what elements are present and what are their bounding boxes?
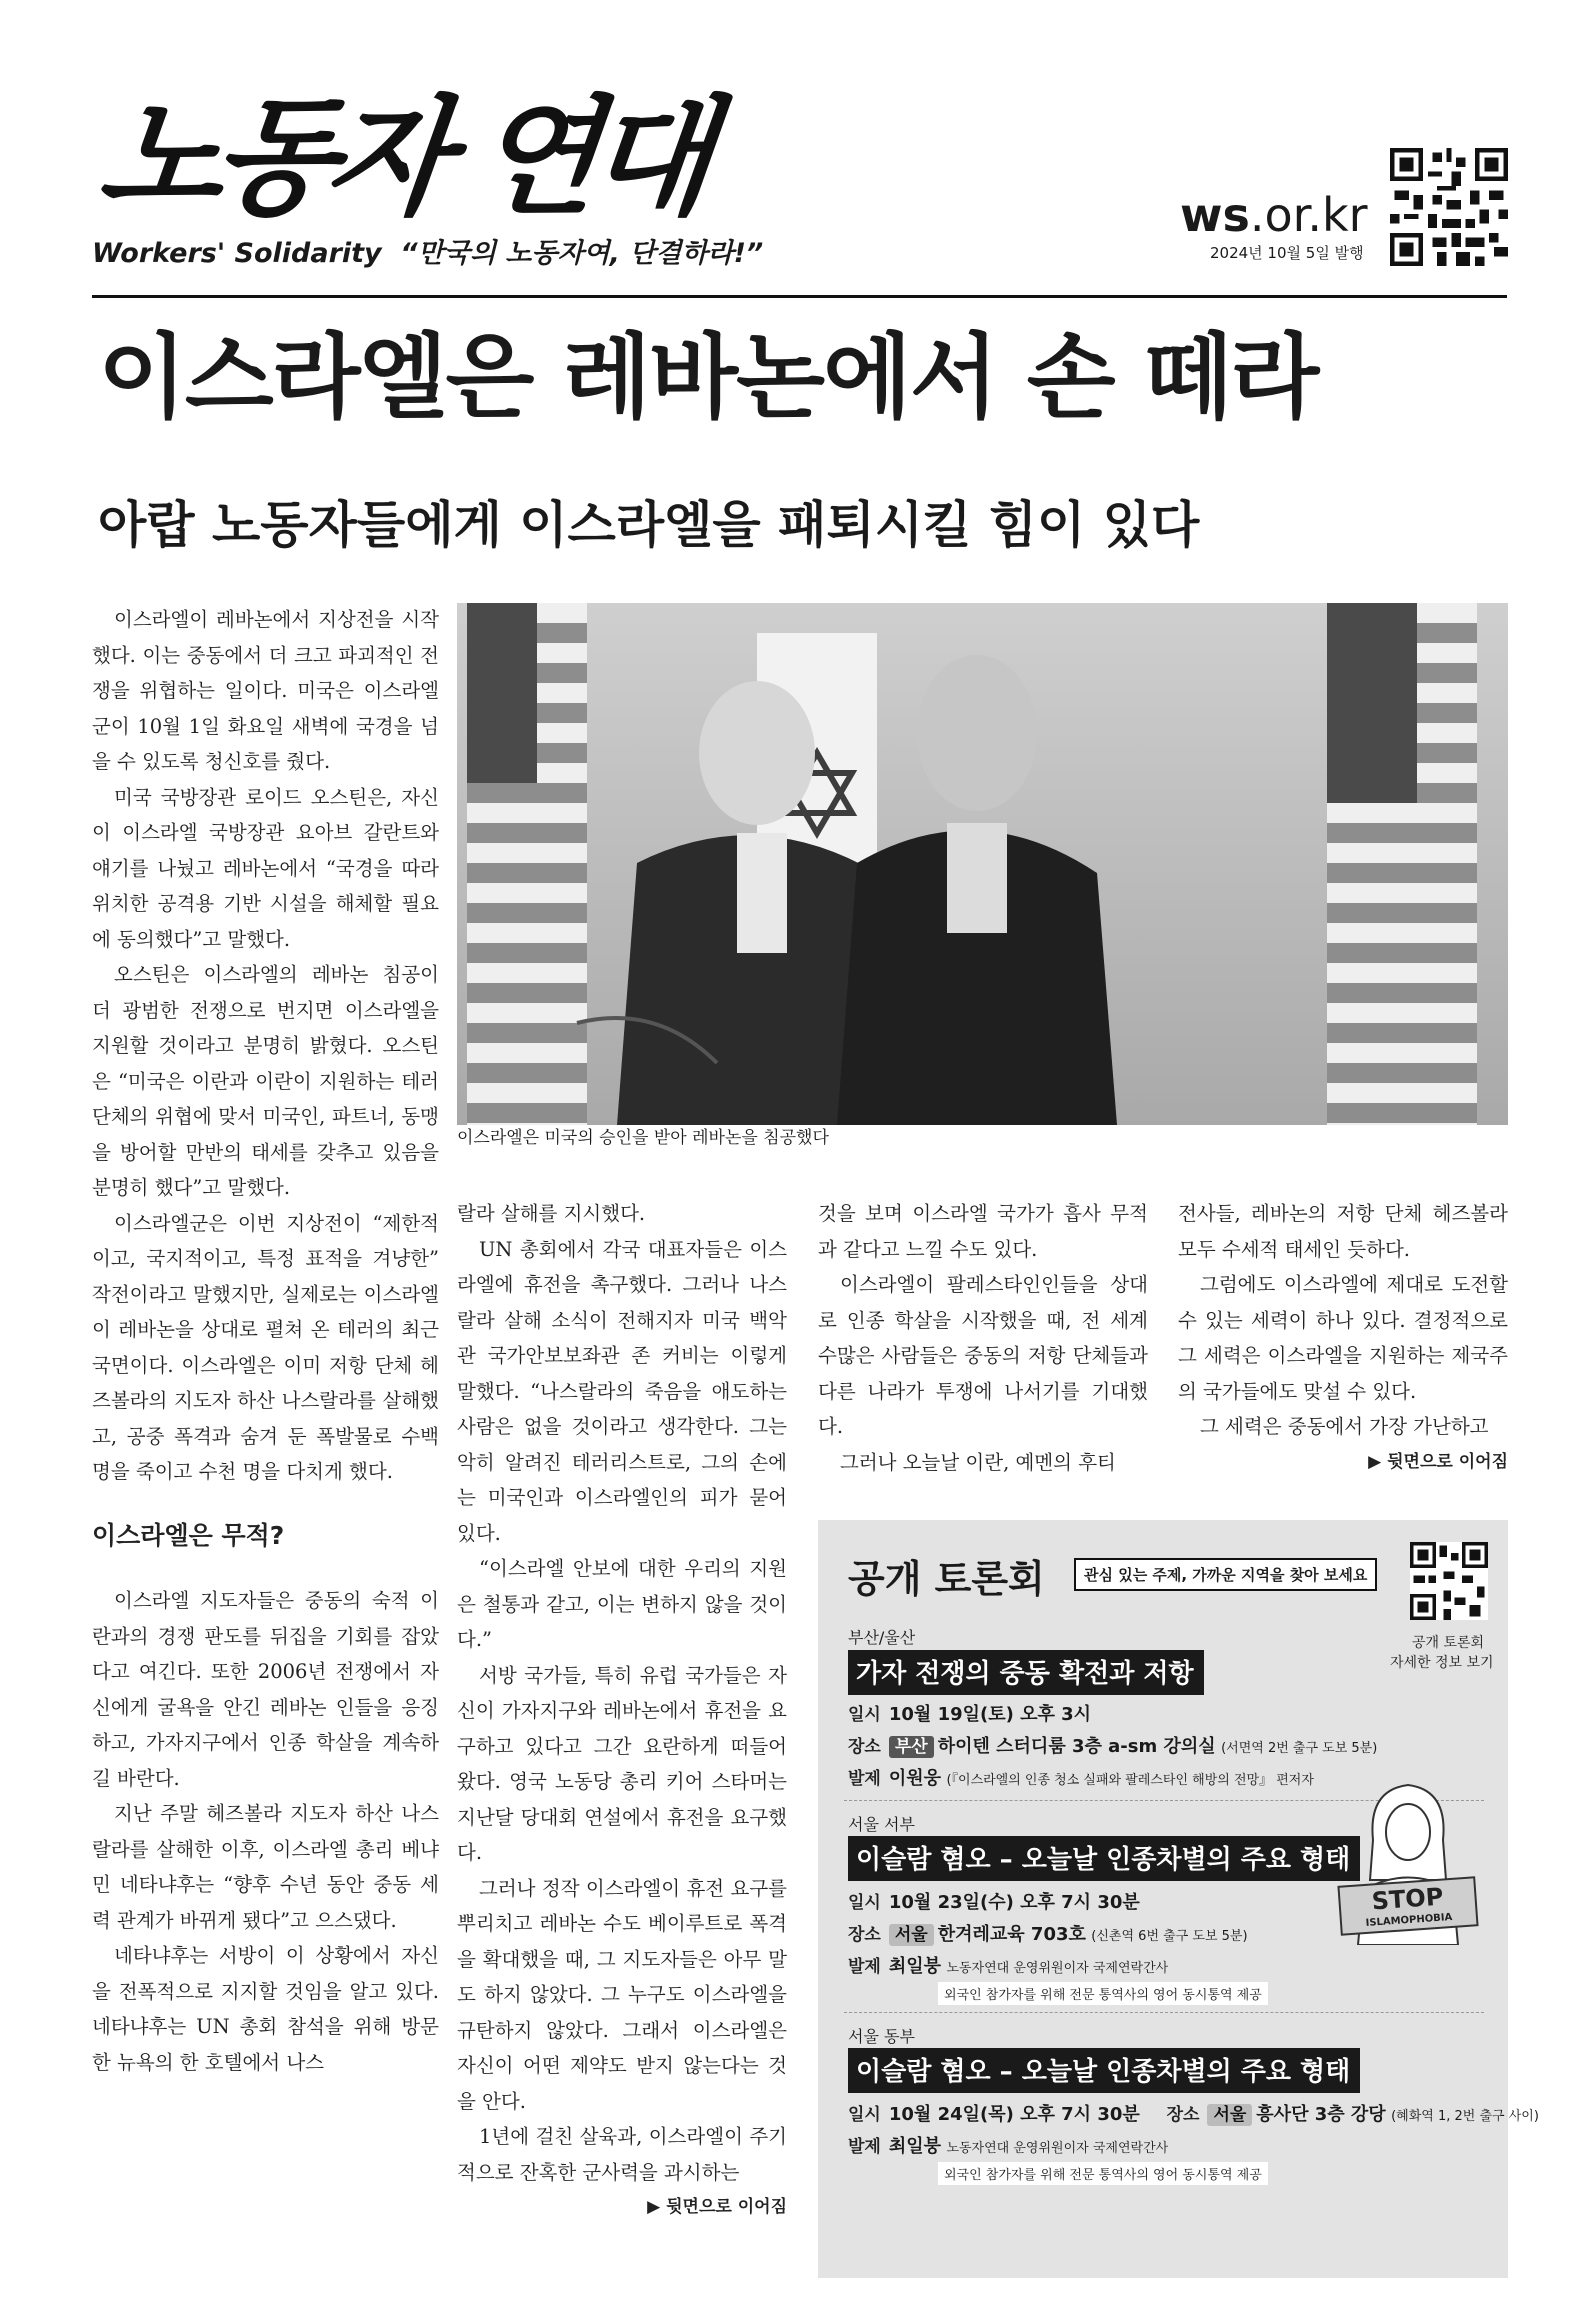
event-place-note: (신촌역 6번 출구 도보 5분) — [1091, 1929, 1248, 1944]
event-date: 10월 19일(토) 오후 3시 — [888, 1704, 1092, 1725]
event-speaker-note: 노동자연대 운영위원이자 국제연락간사 — [946, 1961, 1169, 1976]
event-place: 한겨레교육 703호 — [937, 1924, 1086, 1945]
paragraph: 서방 국가들, 특히 유럽 국가들은 자신이 가자지구와 레바논에서 휴전을 요구하고 있다고 그간 요란하게 떠들어 왔다. 영국 노동당 총리 키어 스타머는 지난달 당대회 연설에서 휴전을 요구했다. — [457, 1663, 787, 1864]
paragraph: 전사들, 레바논의 저항 단체 헤즈볼라 모두 수세적 태세인 듯하다. — [1178, 1202, 1508, 1261]
paragraph: 지난 주말 헤즈볼라 지도자 하산 나스랄라를 살해한 이후, 이스라엘 총리 베냐민 네타냐후는 “향후 수년 동안 중동 세력 관계가 바뀌게 됐다”고 으스댔다. — [92, 1802, 439, 1932]
event-speaker: 최일붕 — [888, 1956, 942, 1977]
paragraph: 그러나 정작 이스라엘이 휴전 요구를 뿌리치고 레바논 수도 베이루트로 폭격을 확대했을 때, 그 지도자들은 아무 말도 하지 않았다. 그 누구도 이스라엘을 규탄하지 않았다. 그래서 이스라엘은 자신이 어떤 제약도 받지 않는다는 것을 안다. — [457, 1876, 787, 2113]
event-speaker-label: 발제 — [848, 2137, 881, 2157]
event-place: 하이텐 스터디룸 3층 a-sm 강의실 — [937, 1736, 1216, 1757]
event-speaker-row — [848, 2132, 1168, 2158]
continued-link[interactable]: ▶ 뒷면으로 이어짐 — [647, 2197, 787, 2217]
qr-code-icon[interactable] — [1410, 1542, 1488, 1620]
paragraph: 미국 국방장관 로이드 오스틴은, 자신이 이스라엘 국방장관 요아브 갈란트와 얘기를 나눴고 레바논에서 “국경을 따라 위치한 공격용 기반 시설을 해체할 필요에 동의했다”고 말했다. — [92, 785, 439, 951]
event-date-label: 일시 — [848, 2105, 881, 2125]
event-city-badge: 서울 — [889, 1924, 934, 1946]
event-date: 10월 23일(수) 오후 7시 30분 — [888, 1892, 1140, 1913]
event-box-note: 관심 있는 주제, 가까운 지역을 찾아 보세요 — [1074, 1558, 1377, 1591]
paragraph: 그러나 오늘날 이란, 예멘의 후티 — [840, 1450, 1116, 1474]
event-place-row — [848, 1732, 1377, 1758]
event-speaker: 이원웅 — [888, 1768, 942, 1789]
event-interpretation-note: 외국인 참가자를 위해 전문 통역사의 영어 동시통역 제공 — [938, 1982, 1268, 2005]
masthead-name-en: Workers' Solidarity — [92, 238, 382, 269]
qr-caption: 자세한 정보 보기 — [1390, 1655, 1494, 1671]
masthead-tagline — [92, 240, 763, 267]
event-city-badge: 서울 — [1207, 2104, 1252, 2126]
event-box — [818, 1520, 1539, 2278]
paragraph: 오스틴은 이스라엘의 레바논 침공이 더 광범한 전쟁으로 번지면 이스라엘을 지원할 것이라고 분명히 밝혔다. 오스틴은 “미국은 이란과 이란이 지원하는 테러 단체의 위협에 맞서 미국인, 파트너, 동맹을 방어할 만반의 태세를 갖추고 있음을 분명히 했다”고 말했다. — [92, 963, 439, 1199]
article-column-4 — [1178, 1196, 1508, 1480]
event-place: 흥사단 3층 강당 — [1256, 2104, 1386, 2125]
event-place-note: (혜화역 1, 2번 출구 사이) — [1391, 2109, 1539, 2124]
masthead-slogan: “만국의 노동자여, 단결하라!” — [400, 238, 764, 269]
article-column-3 — [818, 1196, 1148, 1480]
event-date-row — [848, 2100, 1539, 2126]
event-place-note: (서면역 2번 출구 도보 5분) — [1221, 1741, 1378, 1756]
paragraph: 것을 보며 이스라엘 국가가 흡사 무적과 같다고 느낄 수도 있다. — [818, 1202, 1148, 1261]
event-place-row — [848, 1920, 1248, 1946]
event-title[interactable]: 이슬람 혐오 – 오늘날 인종차별의 주요 형태 — [848, 2048, 1360, 2093]
site-url[interactable] — [1180, 188, 1368, 242]
event-region: 서울 서부 — [848, 1815, 915, 1834]
event-speaker: 최일붕 — [888, 2136, 942, 2157]
article-column-2 — [457, 1196, 787, 2226]
event-speaker-row — [848, 1952, 1168, 1978]
paragraph: 네타냐후는 서방이 이 상황에서 자신을 전폭적으로 지지할 것임을 알고 있다. 네타냐후는 UN 총회 참석을 위해 방문한 뉴욕의 한 호텔에서 나스 — [92, 1944, 439, 2074]
stop-islamophobia-illustration — [1328, 1770, 1488, 1945]
event-place-label: 장소 — [1166, 2105, 1200, 2125]
event-speaker-label: 발제 — [848, 1957, 881, 1977]
headline: 이스라엘은 레바논에서 손 떼라 — [98, 324, 1318, 431]
masthead-logo: 노동자 연대 — [92, 84, 711, 233]
event-title[interactable]: 이슬람 혐오 – 오늘날 인종차별의 주요 형태 — [848, 1836, 1360, 1881]
paragraph: 랄라 살해를 지시했다. — [457, 1202, 646, 1225]
paragraph: 1년에 걸친 살육과, 이스라엘이 주기적으로 잔혹한 군사력을 과시하는 — [457, 2125, 787, 2184]
paragraph: UN 총회에서 각국 대표자들은 이스라엘에 휴전을 촉구했다. 그러나 나스랄라 살해 소식이 전해지자 미국 백악관 국가안보보좌관 존 커비는 이렇게 말했다. “나스랄라의 죽음을 애도하는 사람은 없을 것이라고 생각한다. 그는 악히 알려진 테러리스트로, 그의 손에는 미국인과 이스라엘인의 피가 묻어 있다. — [457, 1237, 787, 1545]
event-date-label: 일시 — [848, 1705, 881, 1725]
subheadline: 아랍 노동자들에게 이스라엘을 패퇴시킬 힘이 있다 — [98, 495, 1200, 554]
paragraph: 이스라엘이 레바논에서 지상전을 시작했다. 이는 중동에서 더 크고 파괴적인 전쟁을 위협하는 일이다. 미국은 이스라엘군이 10월 1일 화요일 새벽에 국경을 넘을 수 있도록 청신호를 줬다. — [92, 608, 439, 773]
event-speaker-note: 노동자연대 운영위원이자 국제연락간사 — [946, 2141, 1169, 2156]
masthead-rule — [92, 295, 1507, 298]
paragraph: 이스라엘이 팔레스타인인들을 상대로 인종 학살을 시작했을 때, 전 세계 수많은 사람들은 중동의 저항 단체들과 다른 나라가 투쟁에 나서기를 기대했다. — [818, 1273, 1148, 1438]
event-date-row — [848, 1888, 1140, 1914]
paragraph: 이스라엘 지도자들은 중동의 숙적 이란과의 경쟁 판도를 뒤집을 기회를 잡았다고 여긴다. 또한 2006년 전쟁에서 자신에게 굴욕을 안긴 레바논 인들을 응징하고, 가자지구에서 인종 학살을 계속하길 바란다. — [92, 1589, 439, 1790]
event-region: 서울 동부 — [848, 2027, 915, 2046]
event-city-badge: 부산 — [889, 1736, 934, 1758]
event-speaker-label: 발제 — [848, 1769, 881, 1789]
article-subheading: 이스라엘은 무적? — [92, 1520, 285, 1550]
paragraph: 그럼에도 이스라엘에 제대로 도전할 수 있는 세력이 하나 있다. 결정적으로 그 세력은 이스라엘을 지원하는 제국주의 국가들에도 맞설 수 있다. — [1178, 1273, 1508, 1403]
event-title[interactable]: 가자 전쟁의 중동 확전과 저항 — [848, 1650, 1204, 1695]
event-interpretation-note: 외국인 참가자를 위해 전문 통역사의 영어 동시통역 제공 — [938, 2162, 1268, 2185]
event-date: 10월 24일(목) 오후 7시 30분 — [888, 2104, 1140, 2125]
event-speaker-row — [848, 1764, 1314, 1790]
qr-caption: 공개 토론회 — [1411, 1635, 1485, 1651]
site-url-bold: ws — [1180, 188, 1250, 242]
event-place-label: 장소 — [848, 1925, 881, 1945]
event-speaker-note: (『이스라엘의 인종 청소 실패와 팔레스타인 해방의 전망』 편저자 — [946, 1773, 1314, 1788]
event-box-title: 공개 토론회 — [848, 1557, 1045, 1601]
news-photo — [457, 603, 1508, 1125]
article-column-1 — [92, 602, 439, 2080]
sign-text: STOP — [1370, 1882, 1445, 1916]
photo-caption: 이스라엘은 미국의 승인을 받아 레바논을 침공했다 — [457, 1128, 829, 1148]
paragraph: 그 세력은 중동에서 가장 가난하고 — [1200, 1415, 1489, 1438]
paragraph: 이스라엘군은 이번 지상전이 “제한적이고, 국지적이고, 특정 표적을 겨냥한” 작전이라고 말했지만, 실제로는 이스라엘이 레바논을 상대로 펼쳐 온 테러의 최근 국면이다. 이스라엘은 이미 저항 단체 헤즈볼라의 지도자 하산 나스랄라를 살해했고, 공중 폭격과 숨겨 둔 폭발물로 수백 명을 죽이고 수천 명을 다치게 했다. — [92, 1211, 439, 1483]
event-date-row — [848, 1700, 1091, 1726]
continued-link[interactable]: ▶ 뒷면으로 이어짐 — [1368, 1451, 1508, 1472]
divider — [844, 2012, 1484, 2013]
qr-code-icon[interactable] — [1390, 148, 1508, 266]
paragraph: “이스라엘 안보에 대한 우리의 지원은 철통과 같고, 이는 변하지 않을 것이다.” — [457, 1557, 787, 1651]
event-region: 부산/울산 — [848, 1628, 916, 1647]
event-date-label: 일시 — [848, 1893, 881, 1913]
publish-date: 2024년 10월 5일 발행 — [1210, 244, 1364, 262]
sign-subtext: ISLAMOPHOBIA — [1365, 1911, 1453, 1929]
site-url-rest: .or.kr — [1249, 188, 1368, 242]
event-place-label: 장소 — [848, 1737, 881, 1757]
